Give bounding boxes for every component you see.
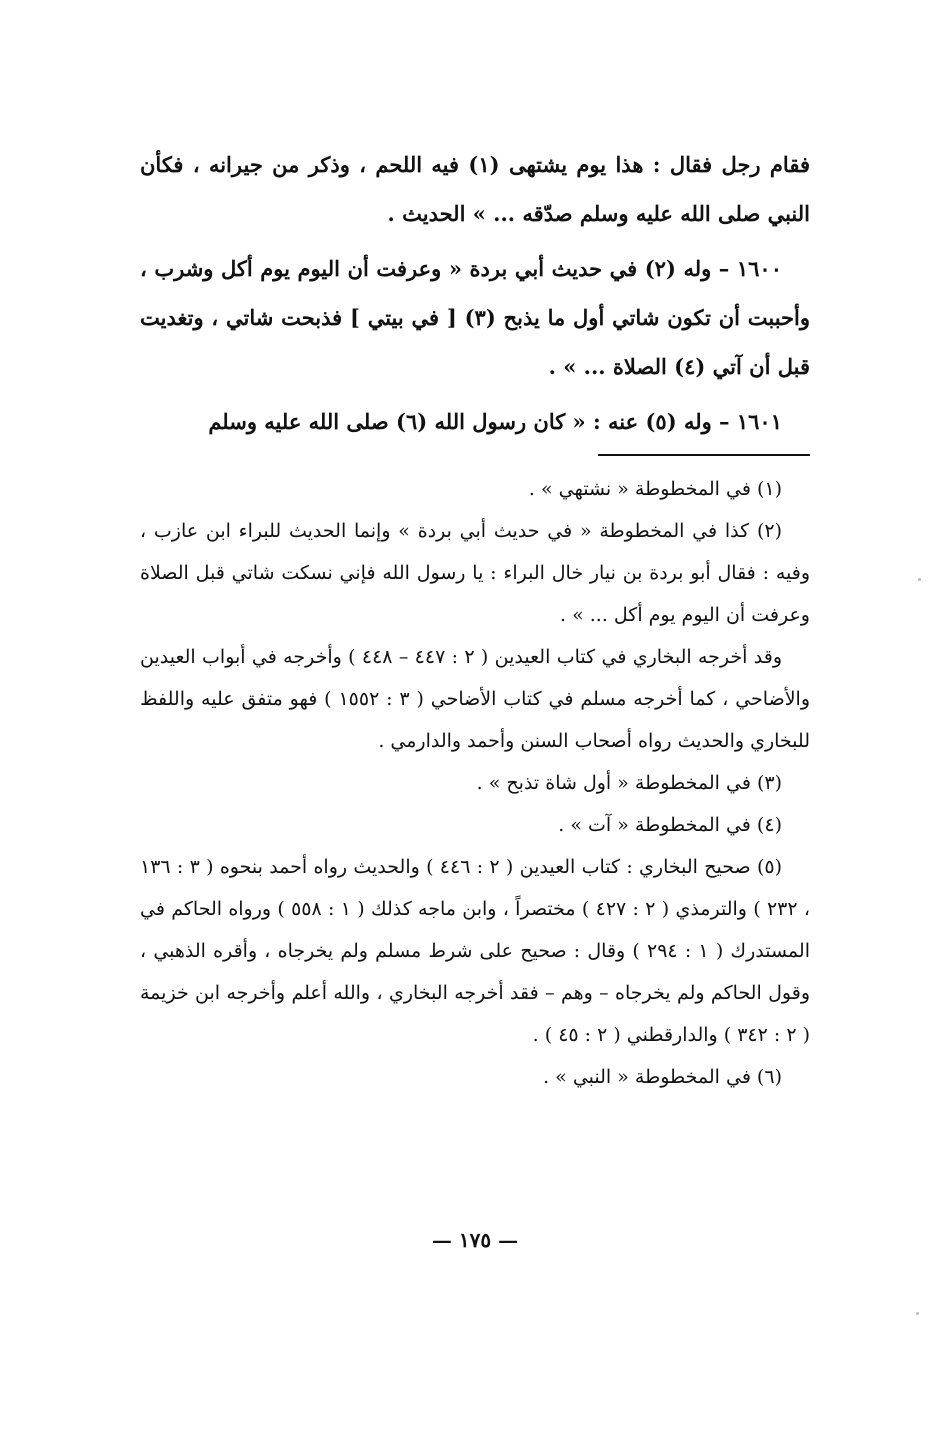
- hadith-1601: ١٦٠١ – وله (٥) عنه : « كان رسول الله (٦) صلى الله عليه وسلم: [208, 409, 782, 434]
- main-paragraph: فقام رجل فقال : هذا يوم يشتهى (١) فيه اللحم ، وذكر من جيرانه ، فكأن النبي صلى الله عليه وسلم صدّقه ... » الحديث .: [140, 152, 810, 226]
- footnote-2-continued: وقد أخرجه البخاري في كتاب العيدين ( ٢ : ٤٤٧ – ٤٤٨ ) وأخرجه في أبواب العيدين والأضاحي ، كما أخرجه مسلم في كتاب الأضاحي ( ٣ : ١٥٥٢ ) فهو متفق عليه واللفظ للبخاري والحديث رواه أصحاب السنن وأحمد والدارمي .: [140, 646, 810, 752]
- scan-speck: [918, 578, 921, 581]
- footnote-divider: [598, 454, 810, 456]
- scan-speck: [916, 1312, 919, 1315]
- footnote-4: (٤) في المخطوطة « آت » .: [558, 814, 782, 836]
- page-number: — ١٧٥ —: [431, 1228, 519, 1252]
- footnote-2: (٢) كذا في المخطوطة « في حديث أبي بردة » وإنما الحديث للبراء ابن عازب ، وفيه : فقال أبو بردة بن نيار خال البراء : يا رسول الله فإني نسكت شاتي قبل الصلاة وعرفت أن اليوم يوم أكل ... » .: [140, 520, 810, 626]
- footnotes: [140, 468, 810, 1098]
- footnote-5: (٥) صحيح البخاري : كتاب العيدين ( ٢ : ٤٤٦ ) والحديث رواه أحمد بنحوه ( ٣ : ١٣٦ ، ٢٣٢ ) والترمذي ( ٢ : ٤٢٧ ) مختصراً ، وابن ماجه كذلك ( ١ : ٥٥٨ ) ورواه الحاكم في المستدرك ( ١ : ٢٩٤ ) وقال : صحيح على شرط مسلم ولم يخرجاه ، وأقره الذهبي ، وقول الحاكم ولم يخرجاه – وهم – فقد أخرجه البخاري ، والله أعلم وأخرجه ابن خزيمة ( ٢ : ٣٤٢ ) والدارقطني ( ٢ : ٤٥ ) .: [140, 856, 811, 1046]
- main-text: [140, 140, 810, 446]
- hadith-1600: ١٦٠٠ – وله (٢) في حديث أبي بردة « وعرفت أن اليوم يوم أكل وشرب ، وأحببت أن تكون شاتي أول ما يذبح (٣) [ في بيتي ] فذبحت شاتي ، وتغديت قبل أن آتي (٤) الصلاة ... » .: [140, 256, 811, 379]
- footnote-3: (٣) في المخطوطة « أول شاة تذبح » .: [476, 772, 782, 794]
- page-body: [140, 140, 810, 1098]
- footnote-1: (١) في المخطوطة « نشتهي » .: [528, 478, 782, 500]
- footnote-6: (٦) في المخطوطة « النبي » .: [543, 1066, 782, 1088]
